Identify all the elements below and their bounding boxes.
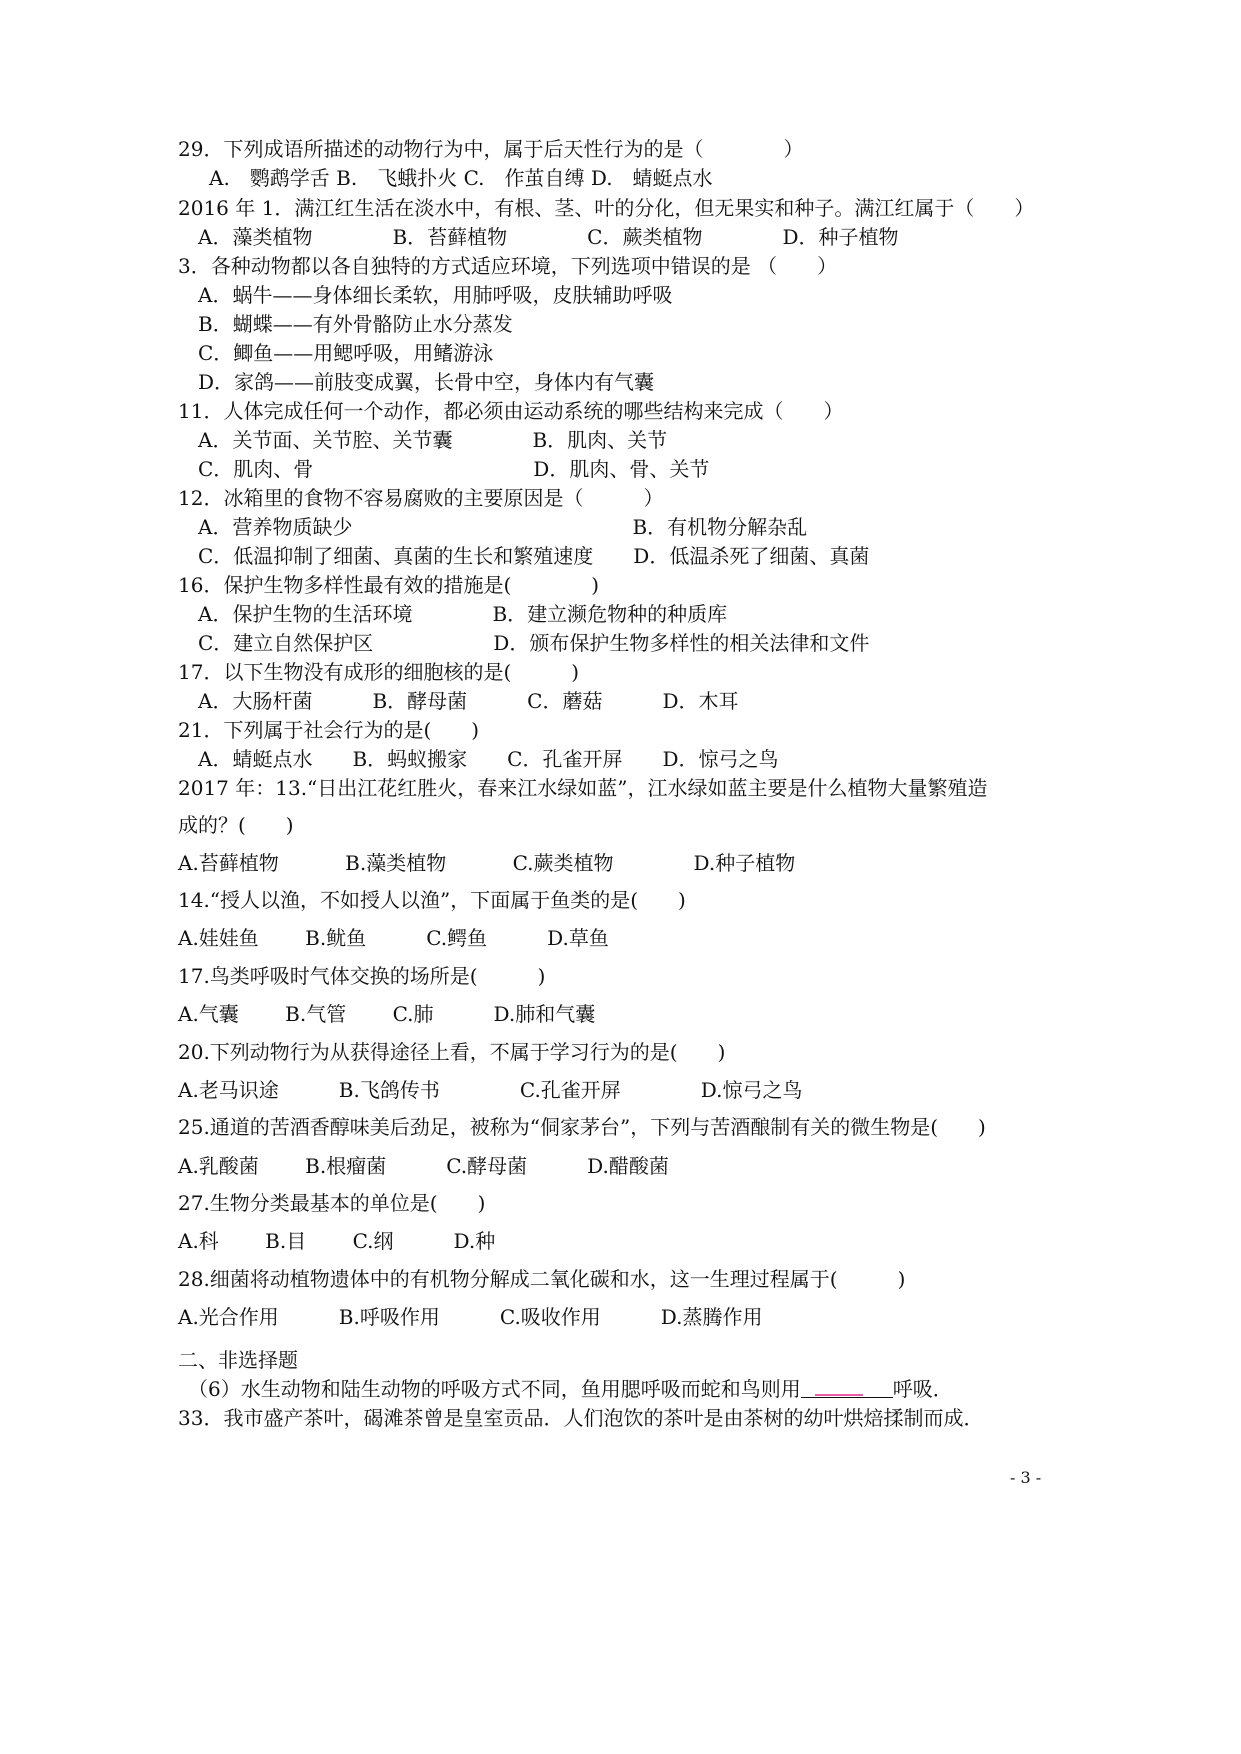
question-11-options-ab: A．关节面、关节腔、关节囊 B．肌肉、关节: [198, 428, 668, 452]
question-3: 3．各种动物都以各自独特的方式适应环境，下列选项中错误的是 （ ）: [178, 254, 838, 278]
question-17b-options: A.气囊 B.气管 C.肺 D.肺和气囊: [178, 1002, 596, 1026]
question-11-options-cd: C．肌肉、骨 D．肌肉、骨、关节: [198, 457, 710, 481]
question-2016-1: 2016 年 1．满江红生活在淡水中，有根、茎、叶的分化，但无果实和种子。满江红属于（ ）: [178, 196, 1035, 220]
question-12-options-cd: C．低温抑制了细菌、真菌的生长和繁殖速度 D．低温杀死了细菌、真菌: [198, 544, 870, 568]
answer-blank[interactable]: [801, 1377, 893, 1398]
question-29-options: A. 鹦鹉学舌 B. 飞蛾扑火 C. 作茧自缚 D. 蜻蜓点水: [209, 166, 713, 190]
question-14-options: A.娃娃鱼 B.鱿鱼 C.鳄鱼 D.草鱼: [178, 926, 609, 950]
fill-in-question-6: [188, 1377, 953, 1401]
question-17: 17．以下生物没有成形的细胞核的是( ): [178, 660, 580, 684]
question-2016-1-options: A．藻类植物 B．苔藓植物 C．蕨类植物 D．种子植物: [198, 225, 899, 249]
question-16-options-ab: A．保护生物的生活环境 B．建立濒危物种的种质库: [198, 602, 728, 626]
question-21-options: A．蜻蜓点水 B．蚂蚁搬家 C．孔雀开屏 D．惊弓之鸟: [198, 747, 779, 771]
question-3-option-a: A．蜗牛——身体细长柔软，用肺呼吸，皮肤辅助呼吸: [198, 283, 673, 307]
question-12: 12．冰箱里的食物不容易腐败的主要原因是（ ）: [178, 486, 664, 510]
question-17-options: A．大肠杆菌 B．酵母菌 C．蘑菇 D．木耳: [198, 689, 739, 713]
question-2017-13-options: A.苔藓植物 B.藻类植物 C.蕨类植物 D.种子植物: [178, 851, 796, 875]
question-33: 33．我市盛产茶叶，碣滩茶曾是皇室贡品．人们泡饮的茶叶是由茶树的幼叶烘焙揉制而成．: [178, 1406, 984, 1430]
question-27-options: A.科 B.目 C.纲 D.种: [178, 1229, 496, 1253]
question-3-option-c: C．鲫鱼——用鳃呼吸，用鳍游泳: [198, 341, 494, 365]
question-28-options: A.光合作用 B.呼吸作用 C.吸收作用 D.蒸腾作用: [178, 1305, 763, 1329]
section-heading-nonchoice: 二、非选择题: [178, 1348, 298, 1372]
question-12-options-ab: A．营养物质缺少 B．有机物分解杂乱: [198, 515, 808, 539]
question-28: 28.细菌将动植物遗体中的有机物分解成二氧化碳和水，这一生理过程属于( ): [178, 1267, 906, 1291]
question-21: 21．下列属于社会行为的是( ): [178, 718, 480, 742]
question-2017-13-cont: 成的？( ): [178, 813, 294, 837]
question-3-option-d: D．家鸽——前肢变成翼，长骨中空，身体内有气囊: [198, 370, 655, 394]
question-2017-13: 2017 年：13.“日出江花红胜火，春来江水绿如蓝”，江水绿如蓝主要是什么植物大量繁殖造: [178, 776, 988, 800]
question-20-options: A.老马识途 B.飞鸽传书 C.孔雀开屏 D.惊弓之鸟: [178, 1078, 803, 1102]
question-17b: 17.鸟类呼吸时气体交换的场所是( ): [178, 964, 546, 988]
question-3-option-b: B．蝴蝶——有外骨骼防止水分蒸发: [198, 312, 513, 336]
page-number: - 3 -: [1010, 1468, 1042, 1487]
question-27: 27.生物分类最基本的单位是( ): [178, 1191, 486, 1215]
question-16: 16．保护生物多样性最有效的措施是( ): [178, 573, 600, 597]
question-25: 25.通道的苦酒香醇味美后劲足，被称为“侗家茅台”，下列与苦酒酿制有关的微生物是( ): [178, 1115, 986, 1139]
question-16-options-cd: C．建立自然保护区 D．颁布保护生物多样性的相关法律和文件: [198, 631, 870, 655]
fill-in-text-after: 呼吸．: [892, 1377, 953, 1401]
question-14: 14.“授人以渔，不如授人以渔”，下面属于鱼类的是( ): [178, 888, 686, 912]
question-20: 20.下列动物行为从获得途径上看，不属于学习行为的是( ): [178, 1040, 726, 1064]
question-25-options: A.乳酸菌 B.根瘤菌 C.酵母菌 D.醋酸菌: [178, 1154, 669, 1178]
question-29: 29．下列成语所描述的动物行为中，属于后天性行为的是（ ）: [178, 137, 804, 161]
fill-in-text-before: （6）水生动物和陆生动物的呼吸方式不同，鱼用腮呼吸而蛇和鸟则用: [188, 1377, 801, 1401]
question-11: 11．人体完成任何一个动作，都必须由运动系统的哪些结构来完成（ ）: [178, 399, 844, 423]
